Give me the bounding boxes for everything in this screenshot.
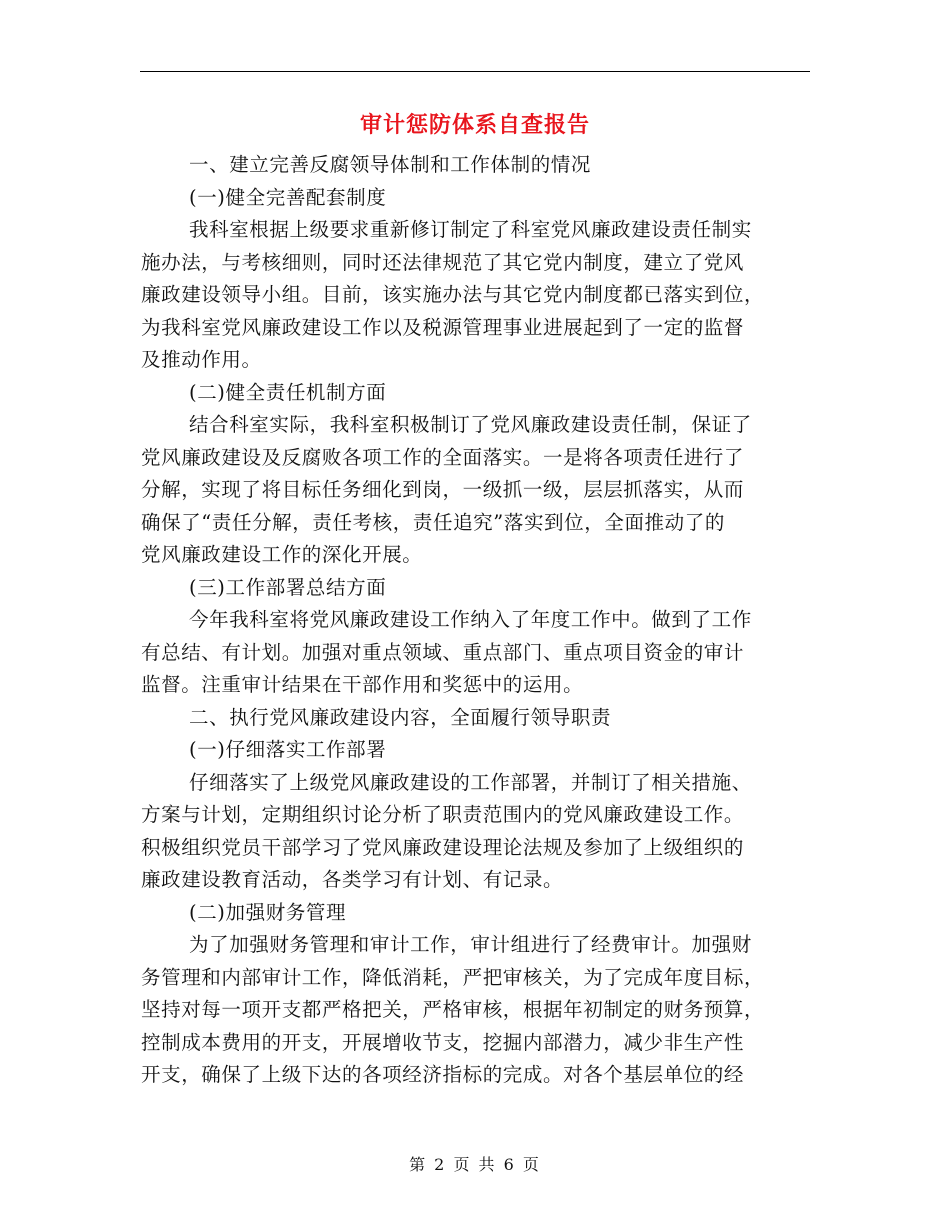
text-line: 我科室根据上级要求重新修订制定了科室党风廉政建设责任制实: [189, 218, 752, 241]
paragraph: [141, 214, 806, 377]
document-body: [141, 149, 806, 1092]
text-line: (一)仔细落实工作部署: [189, 738, 387, 761]
text-line: 施办法，与考核细则，同时还法律规范了其它党内制度，建立了党风: [141, 250, 745, 274]
text-line: 确保了“责任分解，责任考核，责任追究”落实到位，全面推动了的: [141, 510, 725, 534]
text-line: 务管理和内部审计工作，降低消耗，严把审核关，为了完成年度目标，: [141, 965, 765, 989]
header-rule: [140, 71, 810, 72]
text-line: 控制成本费用的开支，开展增收节支，挖掘内部潜力，减少非生产性: [141, 1030, 745, 1054]
text-line: 廉政建设教育活动，各类学习有计划、有记录。: [141, 868, 564, 891]
text-line: 今年我科室将党风廉政建设工作纳入了年度工作中。做到了工作: [189, 608, 752, 631]
text-line: 党风廉政建设及反腐败各项工作的全面落实。一是将各项责任进行了: [141, 445, 745, 469]
text-line: (三)工作部署总结方面: [189, 575, 387, 599]
text-line: (二)加强财务管理: [189, 900, 347, 924]
paragraph: [141, 572, 806, 605]
paragraph: [141, 149, 806, 182]
text-line: 结合科室实际，我科室积极制订了党风廉政建设责任制，保证了: [189, 413, 752, 436]
text-line: 分解，实现了将目标任务细化到岗，一级抓一级，层层抓落实，从而: [141, 478, 745, 501]
paragraph: [141, 734, 806, 767]
document-title: 审计惩防体系自查报告: [359, 112, 590, 138]
text-line: 方案与计划，定期组织讨论分析了职责范围内的党风廉政建设工作。: [141, 803, 745, 826]
text-line: 积极组织党员干部学习了党风廉政建设理论法规及参加了上级组织的: [141, 835, 745, 859]
text-line: 一、建立完善反腐领导体制和工作体制的情况: [189, 153, 592, 176]
paragraph: [141, 604, 806, 702]
text-line: 党风廉政建设工作的深化开展。: [141, 543, 423, 566]
text-line: 为我科室党风廉政建设工作以及税源管理事业进展起到了一定的监督: [141, 315, 745, 339]
paragraph: [141, 929, 806, 1092]
paragraph: [141, 377, 806, 410]
paragraph: [141, 409, 806, 572]
paragraph: [141, 897, 806, 930]
paragraph: [141, 182, 806, 215]
text-line: (一)健全完善配套制度: [189, 185, 387, 209]
text-line: 仔细落实了上级党风廉政建设的工作部署，并制订了相关措施、: [189, 770, 752, 794]
text-line: 坚持对每一项开支都严格把关，严格审核，根据年初制定的财务预算，: [141, 998, 765, 1021]
page-footer: 第 2 页 共 6 页: [409, 1155, 541, 1174]
text-line: 开支，确保了上级下达的各项经济指标的完成。对各个基层单位的经: [141, 1063, 745, 1086]
text-line: 廉政建设领导小组。目前，该实施办法与其它党内制度都已落实到位，: [141, 283, 765, 306]
text-line: 为了加强财务管理和审计工作，审计组进行了经费审计。加强财: [189, 933, 752, 956]
text-line: 及推动作用。: [141, 348, 262, 371]
text-line: 二、执行党风廉政建设内容，全面履行领导职责: [189, 705, 612, 729]
text-line: 有总结、有计划。加强对重点领域、重点部门、重点项目资金的审计: [141, 640, 745, 664]
paragraph: [141, 702, 806, 735]
text-line: (二)健全责任机制方面: [189, 380, 387, 404]
paragraph: [141, 767, 806, 897]
text-line: 监督。注重审计结果在干部作用和奖惩中的运用。: [141, 673, 584, 696]
